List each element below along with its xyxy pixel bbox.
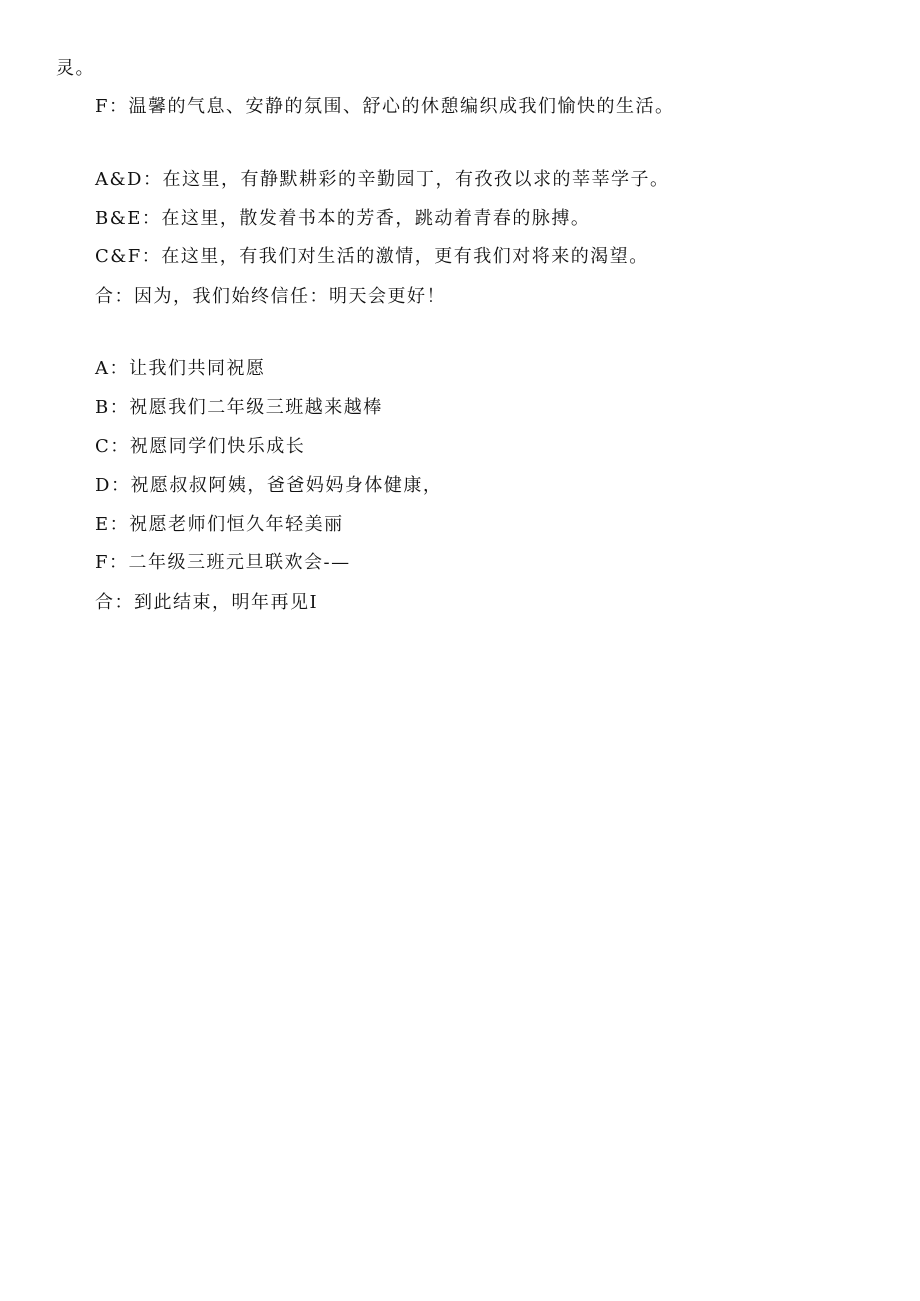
separator: ： (114, 592, 134, 613)
speaker-label: 合 (95, 286, 115, 307)
speaker-label: A (95, 358, 110, 379)
dialogue-text: 因为，我们始终信任：明天会更好！ (134, 286, 446, 307)
speaker-label: B (95, 397, 110, 418)
dialogue-line (95, 475, 442, 497)
dialogue-text: 祝愿叔叔阿姨，爸爸妈妈身体健康， (130, 475, 443, 496)
separator: ： (142, 169, 163, 190)
speaker-label: C (95, 436, 111, 457)
continuation-text (56, 58, 95, 80)
separator: ： (110, 475, 131, 496)
separator: ： (109, 397, 130, 418)
dialogue-line (95, 397, 383, 419)
dialogue-line (95, 246, 649, 268)
dialogue-line (95, 358, 266, 380)
speaker-label: C&F (95, 246, 142, 267)
dialogue-line (95, 208, 590, 230)
speaker-label: 合 (95, 592, 115, 613)
dialogue-line (95, 436, 305, 458)
dialogue-text: 让我们共同祝愿 (129, 358, 266, 379)
separator: ： (109, 358, 129, 379)
separator: ： (109, 96, 129, 117)
dialogue-line (95, 286, 446, 308)
dialogue-line (95, 169, 669, 191)
dialogue-text: 二年级三班元旦联欢会-— (128, 552, 351, 573)
dialogue-line (95, 552, 351, 574)
dialogue-text: 在这里，散发着书本的芳香，跳动着青春的脉搏。 (161, 208, 591, 229)
dialogue-text: 到此结束，明年再见I (134, 592, 319, 613)
speaker-label: B&E (95, 208, 142, 229)
speaker-label: A&D (95, 169, 143, 190)
dialogue-text: 祝愿同学们快乐成长 (129, 436, 306, 457)
speaker-label: E (95, 514, 110, 535)
dialogue-line (95, 96, 675, 118)
dialogue-line (95, 592, 318, 614)
separator: ： (141, 208, 162, 229)
speaker-label: F (95, 96, 109, 117)
dialogue-text: 在这里，有静默耕彩的辛勤园丁，有孜孜以求的莘莘学子。 (162, 169, 670, 190)
separator: ： (109, 514, 130, 535)
paragraph-text: 灵。 (56, 58, 95, 79)
separator: ： (110, 436, 130, 457)
dialogue-text: 祝愿老师们恒久年轻美丽 (129, 514, 344, 535)
separator: ： (114, 286, 134, 307)
dialogue-text: 祝愿我们二年级三班越来越棒 (129, 397, 383, 418)
dialogue-text: 在这里，有我们对生活的激情，更有我们对将来的渴望。 (161, 246, 649, 267)
separator: ： (109, 552, 129, 573)
speaker-label: F (95, 552, 109, 573)
speaker-label: D (95, 475, 111, 496)
separator: ： (141, 246, 162, 267)
dialogue-text: 温馨的气息、安静的氛围、舒心的休憩编织成我们愉快的生活。 (128, 96, 675, 117)
dialogue-line (95, 514, 344, 536)
